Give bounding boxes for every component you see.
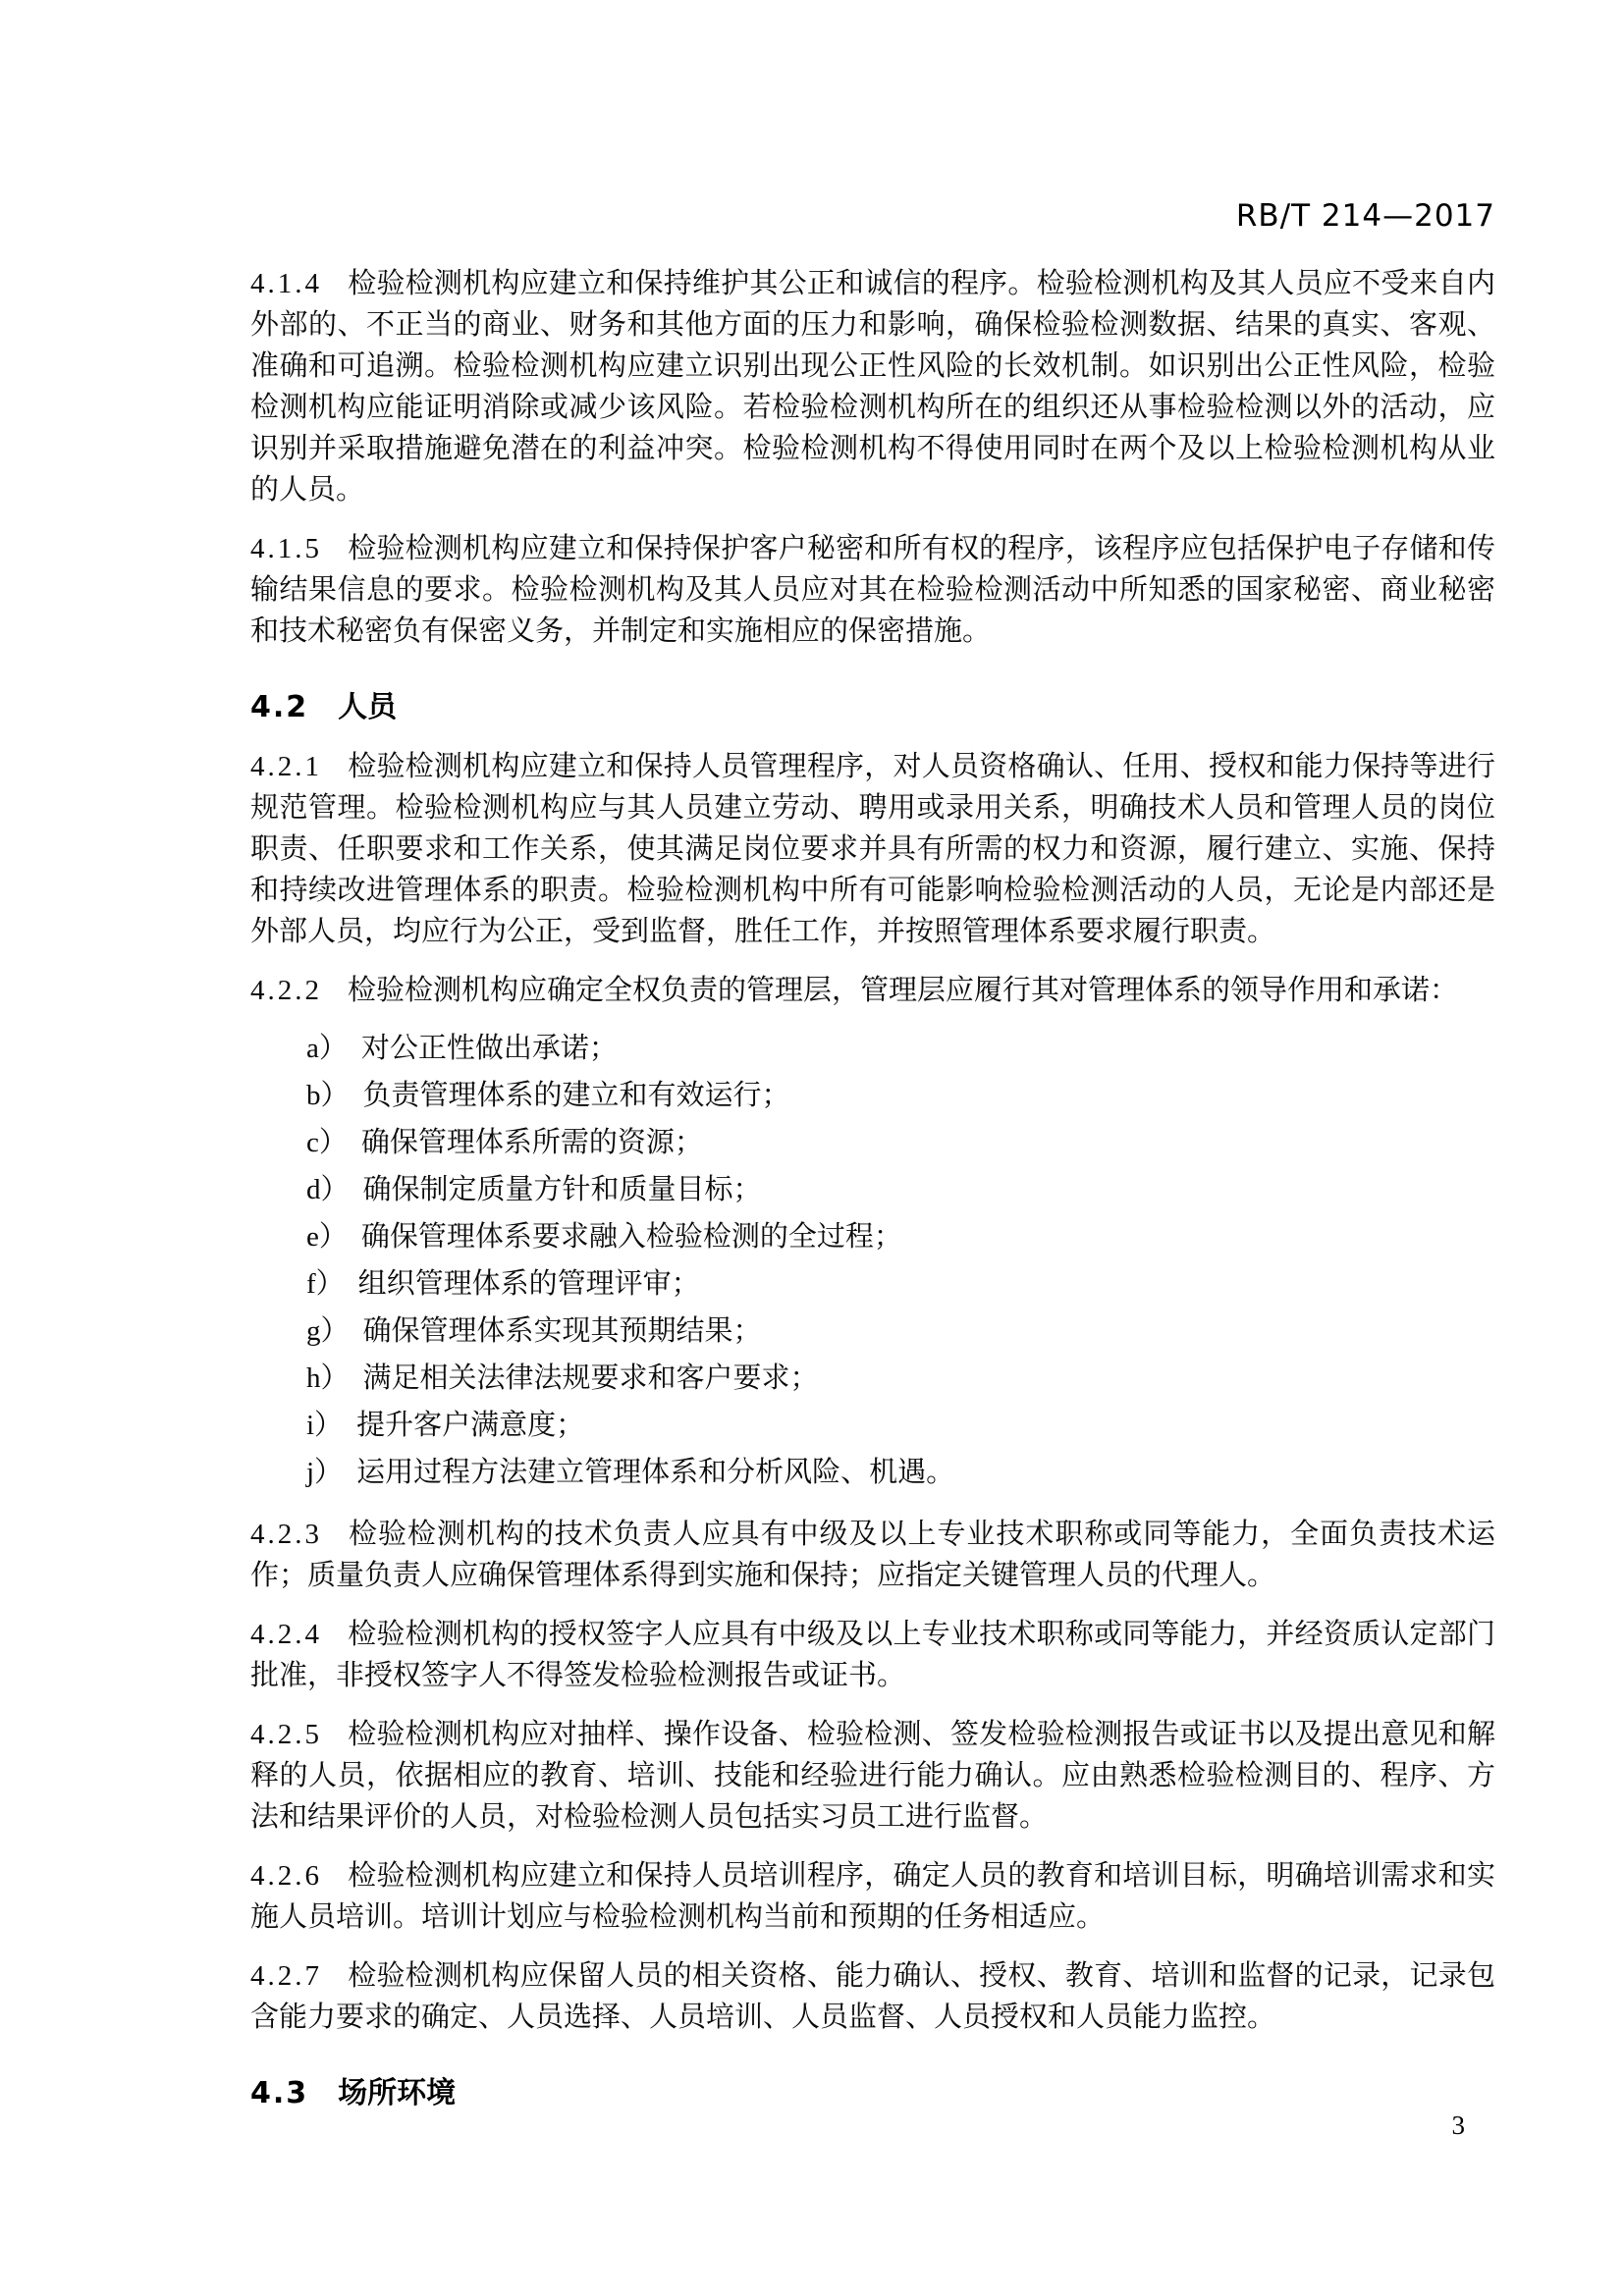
list-item-h [306, 1355, 1495, 1402]
document-content [250, 236, 1495, 2114]
list-item-marker: i） [306, 1410, 344, 1441]
list-item-b [306, 1072, 1495, 1119]
list-item-marker: d） [306, 1174, 350, 1205]
clause-text: 检验检测机构应确定全权负责的管理层，管理层应履行其对管理体系的领导作用和承诺： [348, 975, 1459, 1006]
clause-text: 检验检测机构应对抽样、操作设备、检验检测、签发检验检测报告或证书以及提出意见和解释的人员，依据相应的教育、培训、技能和经验进行能力确认。应由熟悉检验检测目的、程序、方法和结果评价的人员，对检验检测人员包括实习员工进行监督。 [250, 1719, 1495, 1833]
clause-4-2-6 [250, 1855, 1495, 1938]
clause-text: 检验检测机构应建立和保持人员培训程序，确定人员的教育和培训目标，明确培训需求和实施人员培训。培训计划应与检验检测机构当前和预期的任务相适应。 [250, 1860, 1495, 1933]
list-item-marker: a） [306, 1033, 348, 1064]
list-item-c [306, 1119, 1495, 1166]
page-number: 3 [1451, 2110, 1465, 2140]
section-heading-4-3 [250, 2073, 1495, 2114]
clause-text: 检验检测机构应建立和保持保护客户秘密和所有权的程序，该程序应包括保护电子存储和传输结果信息的要求。检验检测机构及其人员应对其在检验检测活动中所知悉的国家秘密、商业秘密和技术秘密负有保密义务，并制定和实施相应的保密措施。 [250, 533, 1495, 647]
list-item-g [306, 1308, 1495, 1355]
section-title: 场所环境 [338, 2076, 457, 2110]
clause-text: 检验检测机构应保留人员的相关资格、能力确认、授权、教育、培训和监督的记录，记录包含能力要求的确定、人员选择、人员培训、人员监督、人员授权和人员能力监控。 [250, 1960, 1495, 2033]
clause-4-1-4 [250, 263, 1495, 510]
clause-number: 4.2.4 [250, 1619, 322, 1650]
list-item-text: 提升客户满意度； [356, 1410, 585, 1441]
clause-4-2-1 [250, 746, 1495, 952]
standard-code-header: RB/T 214—2017 [1235, 198, 1495, 234]
list-item-marker: j） [306, 1457, 344, 1488]
clause-text: 检验检测机构的授权签字人应具有中级及以上专业技术职称或同等能力，并经资质认定部门批准，非授权签字人不得签发检验检测报告或证书。 [250, 1619, 1495, 1691]
clause-number: 4.2.6 [250, 1860, 322, 1892]
list-item-text: 组织管理体系的管理评审； [357, 1268, 700, 1300]
clause-number: 4.1.4 [250, 268, 322, 299]
list-item-text: 确保管理体系实现其预期结果； [362, 1315, 762, 1347]
clause-4-2-4 [250, 1614, 1495, 1696]
list-item-text: 确保管理体系所需的资源； [360, 1127, 703, 1158]
list-item-text: 确保制定质量方针和质量目标； [362, 1174, 762, 1205]
list-item-i [306, 1402, 1495, 1449]
list-item-marker: c） [306, 1127, 348, 1158]
clause-number: 4.1.5 [250, 533, 322, 564]
clause-4-2-2 [250, 970, 1495, 1011]
clause-4-2-3 [250, 1514, 1495, 1596]
section-number: 4.2 [250, 690, 309, 724]
list-item-a [306, 1025, 1495, 1072]
clause-text: 检验检测机构的技术负责人应具有中级及以上专业技术职称或同等能力，全面负责技术运作；质量负责人应确保管理体系得到实施和保持；应指定关键管理人员的代理人。 [250, 1519, 1495, 1591]
list-item-marker: g） [306, 1315, 350, 1347]
clause-4-2-7 [250, 1955, 1495, 2038]
section-heading-4-2 [250, 687, 1495, 728]
list-item-e [306, 1213, 1495, 1260]
list-item-text: 运用过程方法建立管理体系和分析风险、机遇。 [356, 1457, 955, 1488]
list-item-text: 负责管理体系的建立和有效运行； [362, 1080, 790, 1111]
clause-number: 4.2.5 [250, 1719, 322, 1750]
list-item-marker: h） [306, 1362, 350, 1394]
clause-4-2-2-list [250, 1025, 1495, 1496]
clause-number: 4.2.3 [250, 1519, 322, 1550]
list-item-text: 满足相关法律法规要求和客户要求； [362, 1362, 819, 1394]
list-item-marker: f） [306, 1268, 345, 1300]
list-item-marker: e） [306, 1221, 348, 1253]
clause-4-1-5 [250, 528, 1495, 652]
list-item-d [306, 1166, 1495, 1213]
list-item-marker: b） [306, 1080, 350, 1111]
clause-number: 4.2.7 [250, 1960, 322, 1992]
clause-number: 4.2.2 [250, 975, 322, 1006]
list-item-j [306, 1449, 1495, 1496]
clause-text: 检验检测机构应建立和保持维护其公正和诚信的程序。检验检测机构及其人员应不受来自内外部的、不正当的商业、财务和其他方面的压力和影响，确保检验检测数据、结果的真实、客观、准确和可追溯。检验检测机构应建立识别出现公正性风险的长效机制。如识别出公正性风险，检验检测机构应能证明消除或减少该风险。若检验检测机构所在的组织还从事检验检测以外的活动，应识别并采取措施避免潜在的利益冲突。检验检测机构不得使用同时在两个及以上检验检测机构从业的人员。 [250, 268, 1495, 506]
list-item-text: 确保管理体系要求融入检验检测的全过程； [360, 1221, 902, 1253]
section-number: 4.3 [250, 2076, 309, 2110]
clause-4-2-5 [250, 1714, 1495, 1838]
list-item-f [306, 1260, 1495, 1308]
clause-text: 检验检测机构应建立和保持人员管理程序，对人员资格确认、任用、授权和能力保持等进行规范管理。检验检测机构应与其人员建立劳动、聘用或录用关系，明确技术人员和管理人员的岗位职责、任职要求和工作关系，使其满足岗位要求并具有所需的权力和资源，履行建立、实施、保持和持续改进管理体系的职责。检验检测机构中所有可能影响检验检测活动的人员，无论是内部还是外部人员，均应行为公正，受到监督，胜任工作，并按照管理体系要求履行职责。 [250, 751, 1495, 947]
list-item-text: 对公正性做出承诺； [360, 1033, 618, 1064]
clause-number: 4.2.1 [250, 751, 322, 782]
section-title: 人员 [338, 690, 398, 724]
